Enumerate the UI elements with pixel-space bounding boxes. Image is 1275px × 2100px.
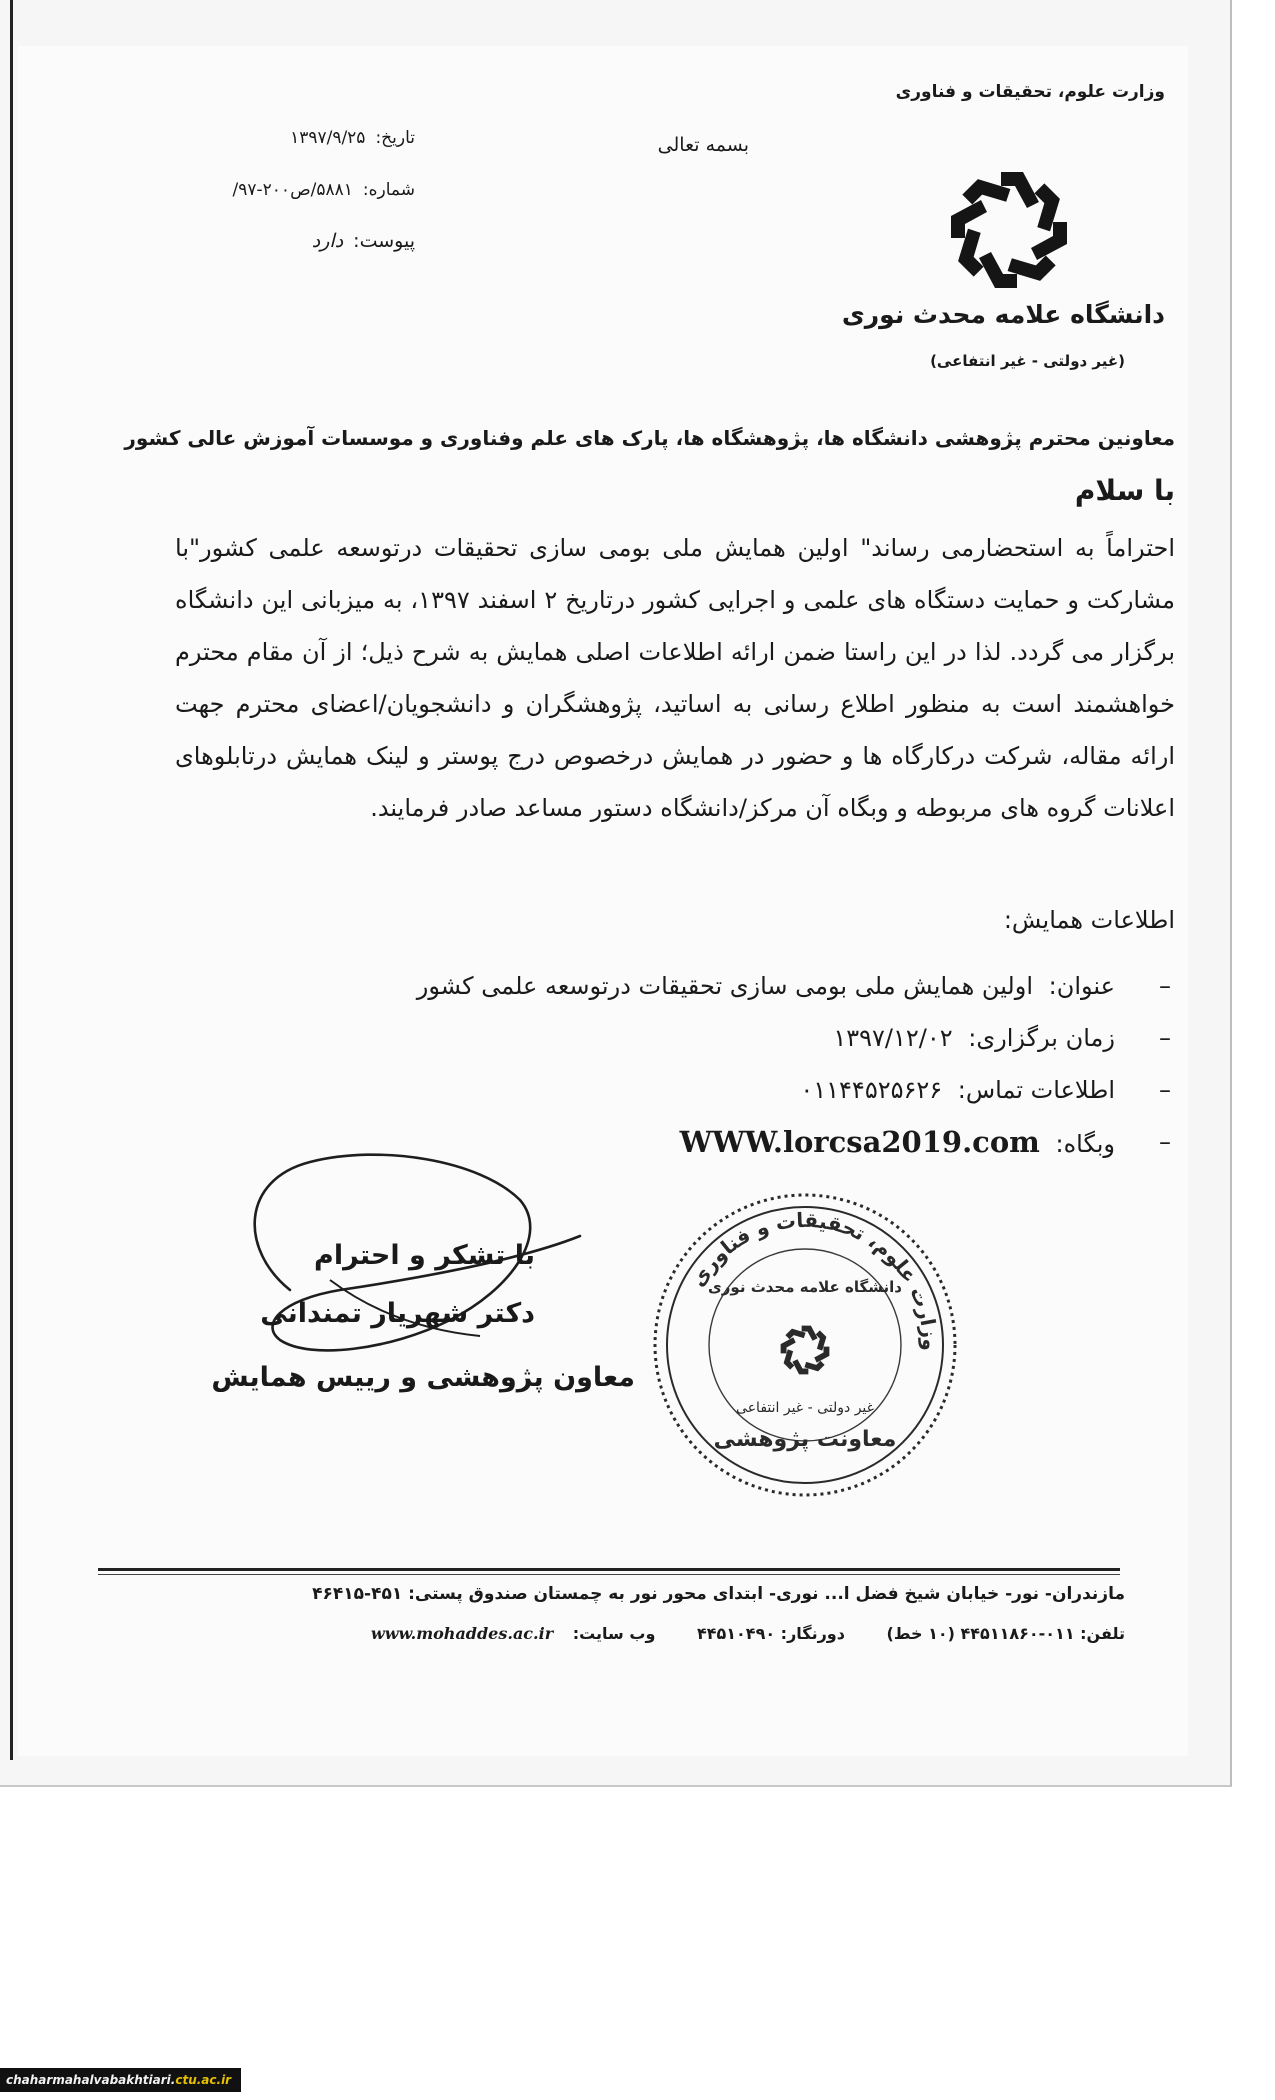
attachment-line <box>312 230 415 252</box>
number-value: ۵۸۸۱/ص۲۰۰-۹۷/ <box>232 180 353 200</box>
info-label: عنوان: <box>1048 972 1115 1000</box>
watermark-prefix: chaharmahalvabakhtiari. <box>6 2073 176 2087</box>
footer-contact-line <box>361 1624 1125 1643</box>
signer-name: دکتر شهریار تمندانی <box>260 1298 535 1329</box>
info-item-title <box>175 960 1175 1012</box>
scan-edge <box>10 0 13 1760</box>
attachment-value: دارد <box>311 230 344 252</box>
footer-fax: دورنگار: ۴۴۵۱۰۴۹۰ <box>696 1624 845 1643</box>
addressee: معاونین محترم پژوهشی دانشگاه ها، پژوهشگاه ها، پارک های علم وفناوری و موسسات آموزش عالی کشور <box>124 426 1175 450</box>
number-label: شماره: <box>362 180 415 200</box>
info-item-date <box>175 1012 1175 1064</box>
conference-info-list <box>175 960 1175 1168</box>
number-line <box>233 180 415 200</box>
university-name: دانشگاه علامه محدث نوری <box>841 300 1165 329</box>
list-dash: – <box>1159 1128 1171 1156</box>
signer-title: معاون پژوهشی و رییس همایش <box>211 1362 635 1393</box>
attachment-label: پیوست: <box>353 230 415 252</box>
seal-status-text: غیر دولتی - غیر انتفاعی <box>736 1400 874 1416</box>
footer-website-label: وب سایت: <box>572 1624 656 1643</box>
seal-logo-icon <box>779 1324 831 1376</box>
seal-office-text: معاونت پژوهشی <box>713 1427 897 1452</box>
letter-body: احتراماً به استحضارمی رساند" اولین همایش ملی بومی سازی تحقیقات درتوسعه علمی کشور"با مشارکت و حمایت دستگاه های علمی و اجرایی کشور درتاریخ ۲ اسفند ۱۳۹۷، به میزبانی این دانشگاه برگزار می گردد. لذا در این راستا ضمن ارائه اطلاعات اصلی همایش به شرح ذیل؛ از آن مقام محترم خواهشمند است به منظور اطلاع رسانی به اساتید، پژوهشگران و دانشجویان/اعضای محترم جهت ارائه مقاله، شرکت درکارگاه ها و حضور در همایش درخصوص درج پوستر و لینک همایش درتابلوهای اعلانات گروه های مربوطه و وبگاه آن مرکز/دانشگاه دستور مساعد صادر فرمایند. <box>175 534 1175 822</box>
official-seal <box>640 1180 970 1510</box>
footer-website-link[interactable]: www.mohaddes.ac.ir <box>370 1624 554 1643</box>
info-value: ۰۱۱۴۴۵۲۵۶۲۶ <box>800 1076 943 1104</box>
conference-website-link[interactable]: WWW.lorcsa2019.com <box>679 1125 1040 1159</box>
list-dash: – <box>1159 1076 1171 1104</box>
source-watermark <box>0 2068 241 2092</box>
watermark-domain: ctu.ac.ir <box>175 2073 232 2087</box>
seal-ring-text: وزارت علوم، تحقیقات و فناوری <box>685 1207 943 1351</box>
list-dash: – <box>1159 1024 1171 1052</box>
info-label: وبگاه: <box>1055 1130 1115 1158</box>
conference-info-title: اطلاعات همایش: <box>1003 906 1175 934</box>
greeting: با سلام <box>1074 474 1175 507</box>
footer-divider-thin <box>98 1574 1120 1575</box>
basmala: بسمه تعالی <box>657 134 749 156</box>
footer-address: مازندران- نور- خیابان شیخ فضل ا... نوری- ابتدای محور نور به چمستان صندوق پستی: ۴۵۱-۴۶۴۱۵ <box>312 1584 1125 1604</box>
info-label: اطلاعات تماس: <box>957 1076 1115 1104</box>
list-dash: – <box>1159 972 1171 1000</box>
footer-phone: تلفن: ۰۱۱-۴۴۵۱۱۸۶۰ (۱۰ خط) <box>886 1624 1125 1643</box>
footer-divider <box>98 1568 1120 1571</box>
info-item-contact <box>175 1064 1175 1116</box>
closing: با تشکر و احترام <box>314 1240 535 1271</box>
date-value: ۱۳۹۷/۹/۲۵ <box>290 128 366 148</box>
info-value: ۱۳۹۷/۱۲/۰۲ <box>833 1024 953 1052</box>
info-value: اولین همایش ملی بومی سازی تحقیقات درتوسعه علمی کشور <box>416 972 1034 1000</box>
date-label: تاریخ: <box>375 128 415 148</box>
ministry-name: وزارت علوم، تحقیقات و فناوری <box>895 82 1165 102</box>
university-logo-icon <box>939 160 1079 300</box>
university-subtitle: (غیر دولتی - غیر انتفاعی) <box>930 352 1125 370</box>
seal-university-text: دانشگاه علامه محدث نوری <box>708 1278 902 1296</box>
date-line <box>290 128 415 148</box>
info-label: زمان برگزاری: <box>968 1024 1115 1052</box>
